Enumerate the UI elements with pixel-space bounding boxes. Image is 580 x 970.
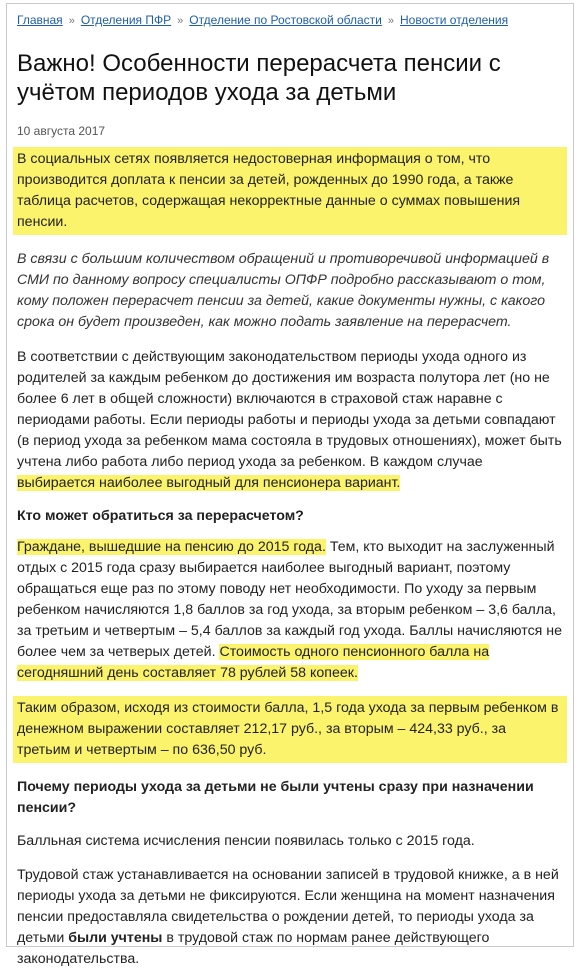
article-paragraph-7 <box>17 865 563 970</box>
paragraph-text: в трудовой стаж по нормам ранее действующего законодательства. <box>17 930 490 967</box>
paragraph-text: В соответствии с действующим законодательством периоды ухода одного из родителей за каждым ребенком до достижения им возраста полутора лет (но не более 6 лет в общей сложности) включаются в страховой стаж наравне с периодами работы. Если периоды работы и периоды ухода за детьми совпадают (в период ухода за ребенком мама состояла в трудовых отношениях), может быть учтена либо работа либо период ухода за ребенком. В каждом случае <box>17 349 562 470</box>
section-heading-who: Кто может обратиться за перерасчетом? <box>17 508 304 524</box>
breadcrumb-home-link[interactable]: Главная <box>17 13 63 27</box>
paragraph-text: Трудовой стаж устанавливается на основании записей в трудовой книжке, а в ней периоды ухода за детьми не фиксируются. Если женщина на момент назначения пенсии предоставляла свидетельства о рождении детей, то периоды ухода за детьми <box>17 867 559 946</box>
breadcrumb-separator: » <box>177 15 184 27</box>
highlighted-text: Граждане, вышедшие на пенсию до 2015 года. <box>17 539 326 555</box>
article-date: 10 августа 2017 <box>17 124 106 138</box>
breadcrumb-separator: » <box>387 15 395 27</box>
article-paragraph-1: В социальных сетях появляется недостоверная информация о том, что производится доплата к пенсии за детей, рожденных до 1990 года, а также таблица расчетов, содержащая некорректные данные о суммах повышения пенсии. <box>13 147 567 235</box>
article-title: Важно! Особенности перерасчета пенсии с учётом периодов ухода за детьми <box>17 50 501 106</box>
highlighted-text: выбирается наиболее выгодный для пенсионера вариант. <box>17 475 401 491</box>
article-page <box>6 3 574 967</box>
breadcrumb-news-link[interactable]: Новости отделения <box>400 13 509 27</box>
article-paragraph-4 <box>17 537 563 684</box>
breadcrumb-separator: » <box>68 15 75 27</box>
highlighted-text: Стоимость одного пенсионного балла на сегодняшний день составляет 78 рублей 58 копеек. <box>17 644 490 681</box>
article-paragraph-5: Таким образом, исходя из стоимости балла, 1,5 года ухода за первым ребенком в денежном выражении составляет 212,17 руб., за вторым – 424,33 руб., за третьим и четвертым – по 636,50 руб. <box>13 696 567 763</box>
bold-text: были учтены <box>68 930 163 946</box>
section-heading-why: Почему периоды ухода за детьми не были учтены сразу при назначении пенсии? <box>17 779 534 816</box>
paragraph-text: Тем, кто выходит на заслуженный отдых с 2015 года сразу выбирается наиболее выгодный вариант, поэтому обращаться еще раз по этому поводу нет необходимости. По уходу за первым ребенком начисляются 1,8 баллов за год ухода, за вторым ребенком – 3,6 балла, за третьим и четвертым – 5,4 баллов за каждый год ухода. Баллы начисляются не более чем за четверых детей. <box>17 539 563 660</box>
breadcrumb-branches-link[interactable]: Отделения ПФР <box>80 13 172 27</box>
article-paragraph-3 <box>17 347 563 494</box>
article-paragraph-2: В связи с большим количеством обращений и противоречивой информацией в СМИ по данному вопросу специалисты ОПФР подробно рассказывают о том, кому положен перерасчет пенсии за детей, какие документы нужны, с какого срока он будет произведен, как можно подать заявление на перерасчет. <box>17 251 550 330</box>
breadcrumb <box>17 12 563 29</box>
breadcrumb-rostov-link[interactable]: Отделение по Ростовской области <box>189 13 382 27</box>
article-paragraph-6: Балльная система исчисления пенсии появилась только с 2015 года. <box>17 833 475 849</box>
